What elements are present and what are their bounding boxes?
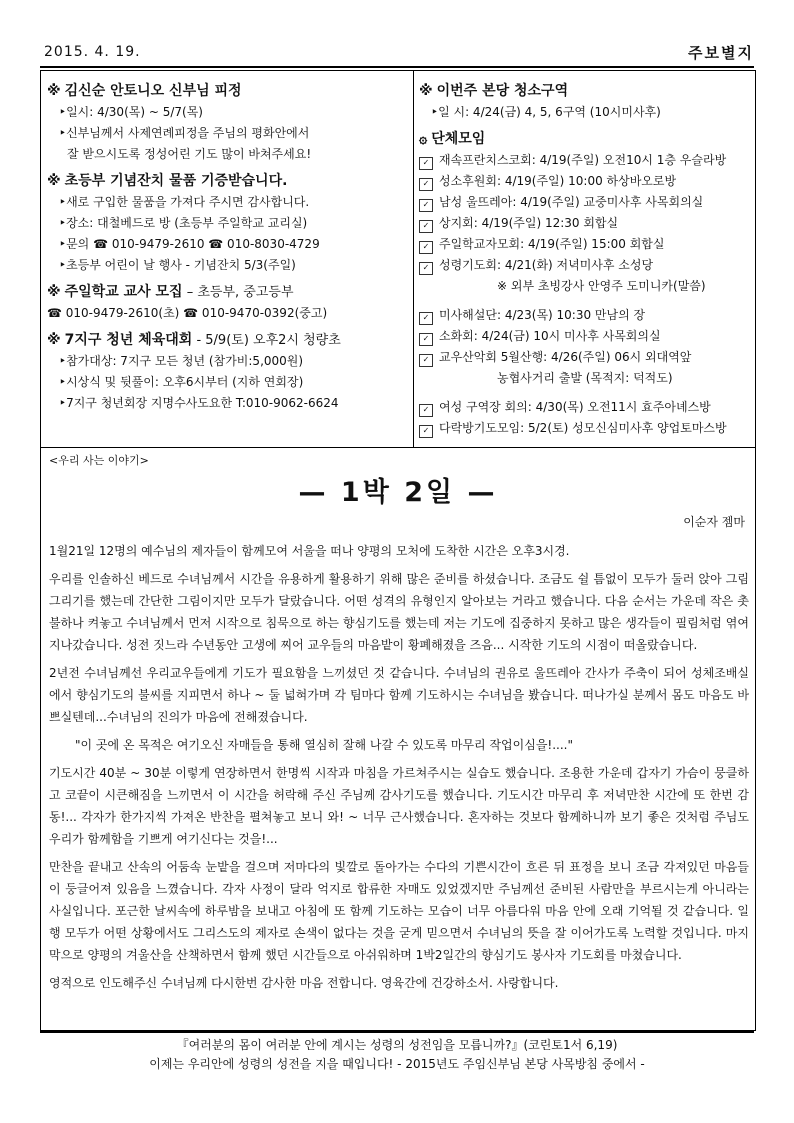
meeting-item [419,171,749,192]
story-paragraph: 영적으로 인도해주신 수녀님께 다시한번 감사한 마음 전합니다. 영육간에 건강하소서. 사랑합니다. [49,976,559,990]
bullet-icon: ✓ [419,404,433,417]
notice-line: ‣문의 ☎ 010-9479-2610 ☎ 010-8030-4729 [59,237,320,251]
section-heading [47,330,407,351]
story-author: 이순자 젬마 [683,515,745,529]
section-heading [47,81,407,102]
meeting-text: 성령기도회: 4/21(화) 저녁미사후 소성당 [439,258,654,272]
notice-line: ‣장소: 대철베드로 방 (초등부 주일학교 교리실) [59,216,308,230]
meeting-text: 상지회: 4/19(주일) 12:30 회합실 [439,216,619,230]
section-note: – 초등부, 중고등부 [182,285,294,300]
bullet-icon: ✓ [419,220,433,233]
meeting-text: 소화회: 4/24(금) 10시 미사후 사목회의실 [439,329,661,343]
story-paragraph: 만찬을 끝내고 산속의 어둠속 눈밭을 걸으며 저마다의 빛깔로 돌아가는 수다의 기쁜시간이 흐른 뒤 표정을 보니 조금 각져있던 마음들이 둥글어져 있음을 느꼈습니다. 각자 사정이 달라 억지로 합류한 자매도 있었겠지만 주님께선 준비된 사람만을 부르시는게 아니라는 사실입니다. 포근한 날씨속에 하루밤을 보내고 아침에 또 함께 기도하는 모습이 너무 아름다워 마음 안에 오래 기억될 것 같습니다. 일행 모두가 어떤 상황에서도 그리스도의 제자로 손색이 없다는 것을 굳게 믿으면서 수녀님의 뜻을 잘 이어가도록 노력할 것입니다. 마지막으로 양평의 겨울산을 산책하면서 함께 했던 시간들으로 아쉬워하며 1박2일간의 향심기도 봉사자 기도회를 마쳤습니다. [49,860,749,962]
story-body [49,540,749,1000]
left-column [47,75,407,414]
meeting-text: 주일학교자모회: 4/19(주일) 15:00 회합실 [439,237,665,251]
bullet-icon: ✓ [419,178,433,191]
meeting-text: 성소후원회: 4/19(주일) 10:00 하상바오로방 [439,174,677,188]
story-box [40,447,756,1031]
section-title: 초등부 기념잔치 물품 기증받습니다. [64,173,288,189]
notice-line: ‣초등부 어린이 날 행사 - 기념잔치 5/3(주일) [59,258,296,272]
story-paragraph: 2년전 수녀님께선 우리교우들에게 기도가 필요함을 느끼셨던 것 같습니다. 수녀님의 권유로 울뜨레아 간사가 주축이 되어 성체조배실에서 향심기도의 불씨를 지피면서 하나 ~ 둘 넓혀가며 각 팀마다 함께 기도하시는 수녀님을 봤습니다. 떠나가실 분께서 몸도 마음도 바쁘실텐데...수녀님의 진의가 마음에 전해졌습니다. [49,666,749,724]
meeting-item [419,305,749,326]
story-label: <우리 사는 이야기> [49,454,149,467]
story-paragraph: 우리를 인솔하신 베드로 수녀님께서 시간을 유용하게 활용하기 위해 많은 준비를 하셨습니다. 조금도 쉴 틈없이 모두가 둘러 앉아 그림 그리기를 했는데 간단한 그림이지만 모두가 달랐습니다. 어떤 성격의 유형인지 알아보는 거라고 했습니다. 다음 순서는 가운데 작은 촛불하나 켜놓고 수녀님께서 먼저 시작으로 침묵으로 하는 향심기도를 했는데 저는 기도에 집중하지 못하고 많은 생각들이 필림처럼 엮여 지나갔습니다. 성전 짓느라 수년동안 고생에 찌어 교우들의 마음밭이 황폐해졌을 즈음... 시작한 기도의 시점이 떠올랐습니다. [49,572,749,652]
section-title: 이번주 본당 청소구역 [436,83,569,99]
notice-line: ‣일시: 4/30(목) ~ 5/7(목) [59,105,203,119]
story-paragraph: 1월21일 12명의 예수님의 제자들이 함께모여 서울을 떠나 양평의 모처에 도착한 시간은 오후3시경. [49,544,570,558]
section-title: 단체모임 [431,131,486,147]
bullet-icon: ✓ [419,157,433,170]
meeting-item [419,213,749,234]
bullet-icon: ✓ [419,241,433,254]
meeting-subnote: ※ 외부 초빙강사 안영주 도미니카(말씀) [497,279,706,293]
bullet-icon: ✓ [419,425,433,438]
story-paragraph: 기도시간 40분 ~ 30분 이렇게 연장하면서 한명씩 시작과 마침을 가르쳐주시는 실습도 했습니다. 조용한 가운데 갑자기 가슴이 뭉클하고 코끝이 시큰해짐을 느끼면서 이 시간을 허락해 주신 주님께 감사기도를 했습니다. 기도시간 마무리 후 저녁만찬 시간에 또 한번 감동!... 각자가 한가지씩 가져온 반찬을 펼쳐놓고 보니 와! ~ 너무 근사했습니다. 혼자하는 것보다 함께하니까 보기 좋은 것처럼 주님도 우리가 함께함을 기쁘게 여기신다는 것을!... [49,766,749,846]
reference-mark: ※ [47,83,61,99]
section-title: 김신순 안토니오 신부님 피정 [64,83,242,99]
bullet-icon: ✓ [419,333,433,346]
section-heading [419,129,749,150]
notice-line: 잘 받으시도록 정성어린 기도 많이 바쳐주세요! [67,147,312,161]
section-note: - 5/9(토) 오후2시 청량초 [192,333,341,348]
bullet-icon: ✓ [419,262,433,275]
meeting-item [419,347,749,368]
header-title: 주보별지 [688,44,754,62]
meeting-text: 여성 구역장 회의: 4/30(목) 오전11시 효주아녜스방 [439,400,711,414]
right-column [419,75,749,439]
notice-line: ‣시상식 및 뒷풀이: 오후6시부터 (지하 연회장) [59,375,304,389]
story-title: — 1박 2일 — [298,477,498,508]
header-date: 2015. 4. 19. [44,44,141,60]
notice-box [40,70,756,448]
column-divider [413,71,414,447]
meeting-subnote: 농협사거리 출발 (목적지: 덕적도) [497,371,673,385]
meeting-item [419,192,749,213]
footer-rule [40,1031,754,1033]
section-heading [47,171,407,192]
reference-mark: ※ [47,173,61,189]
meeting-text: 다락방기도모임: 5/2(토) 성모신심미사후 양업토마스방 [439,421,727,435]
meeting-text: 재속프란치스코회: 4/19(주일) 오전10시 1층 우슬라방 [439,153,727,167]
notice-line: ☎ 010-9479-2610(초) ☎ 010-9470-0392(중고) [47,306,328,320]
section-heading [47,282,407,303]
meeting-text: 교우산악회 5월산행: 4/26(주일) 06시 외대역앞 [439,350,692,364]
section-title: 주일학교 교사 모집 [64,284,183,300]
meeting-item [419,326,749,347]
bullet-icon: ✓ [419,312,433,325]
meeting-item [419,255,749,276]
bullet-icon: ✓ [419,199,433,212]
meeting-item [419,234,749,255]
reference-mark: ※ [47,332,61,348]
notice-line: ‣새로 구입한 물품을 가져다 주시면 감사합니다. [59,195,310,209]
notice-line: ‣신부님께서 사제연례피정을 주님의 평화안에서 [59,126,310,140]
notice-line: ‣참가대상: 7지구 모든 청년 (참가비:5,000원) [59,354,304,368]
meeting-item [419,150,749,171]
reference-mark: ※ [47,284,61,300]
section-title: 7지구 청년 체육대회 [64,332,193,348]
meeting-text: 남성 울뜨레아: 4/19(주일) 교중미사후 사목회의실 [439,195,704,209]
section-heading [419,81,749,102]
footer-scripture: 『여러분의 몸이 여러분 안에 계시는 성령의 성전임을 모릅니까?』(코린토1서 6,19) [176,1038,618,1052]
reference-mark: ※ [419,83,433,99]
meeting-item [419,397,749,418]
meeting-text: 미사해설단: 4/23(목) 10:30 만남의 장 [439,308,646,322]
notice-line: ‣7지구 청년회장 지명수사도요한 T:010-9062-6624 [59,396,339,410]
header-rule [40,66,754,68]
ornament-icon: ۞ [419,131,428,147]
story-quote: "이 곳에 온 목적은 여기오신 자매들을 통해 열심히 잘해 나갈 수 있도록 마무리 작업이심을!...." [75,738,574,752]
footer-motto: 이제는 우리안에 성령의 성전을 지을 때입니다! - 2015년도 주임신부님 본당 사목방침 중에서 - [149,1057,645,1071]
meeting-item [419,418,749,439]
notice-line: ‣일 시: 4/24(금) 4, 5, 6구역 (10시미사후) [431,105,661,119]
bullet-icon: ✓ [419,354,433,367]
